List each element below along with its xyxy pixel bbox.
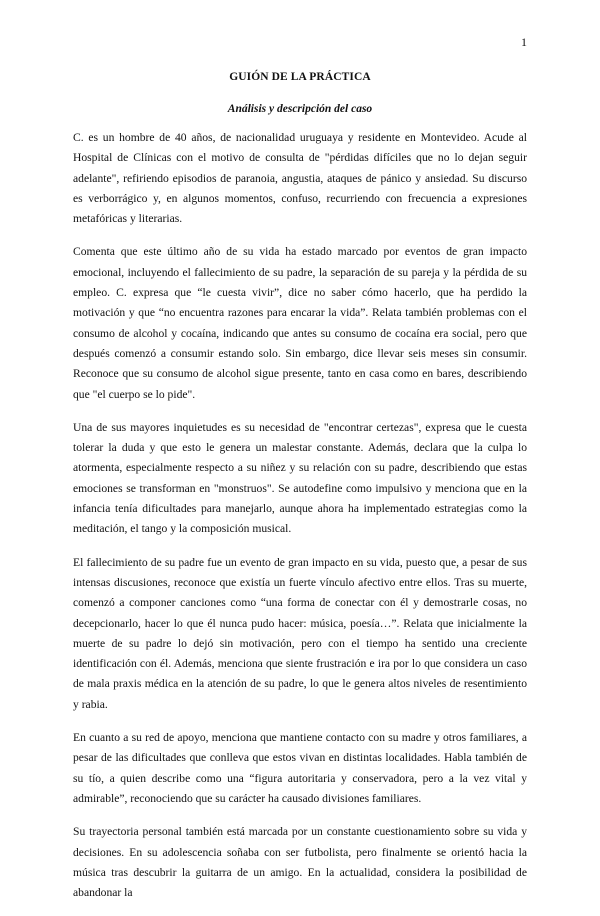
document-title: GUIÓN DE LA PRÁCTICA (229, 71, 371, 83)
paragraph-3: Una de sus mayores inquietudes es su necesidad de "encontrar certezas", expresa que le cuesta tolerar la duda y que esto le genera un malestar constante. Además, declara que la culpa lo atormenta, especialmente respecto a su niñez y su relación con su padre, describiendo que estas emociones se transforman en "monstruos". Se autodefine como impulsivo y menciona que en la infancia tenía dificultades para manejarlo, aunque ahora ha implementado estrategias como la meditación, el tango y la composición musical. (73, 420, 527, 536)
page-number: 1 (521, 35, 527, 49)
paragraph-6: Su trayectoria personal también está marcada por un constante cuestionamiento sobre su vida y decisiones. En su adolescencia soñaba con ser futbolista, pero finalmente se orientó hacia la música tras descubrir la guitarra de un amigo. En la actualidad, considera la posibilidad de abandonar la (73, 825, 527, 900)
section-subtitle: Análisis y descripción del caso (227, 103, 373, 115)
paragraph-4: El fallecimiento de su padre fue un evento de gran impacto en su vida, puesto que, a pesar de sus intensas discusiones, reconoce que existía un fuerte vínculo afectivo entre ellos. Tras su muerte, comenzó a componer canciones como “una forma de conectar con él y demostrarle cosas, no decepcionarlo, hacer lo que él nunca pudo hacer: música, poesía…”. Relata que inicialmente la muerte de su padre lo dejó sin motivación, pero con el tiempo ha sentido una creciente identificación con él. Además, menciona que siente frustración e ira por lo que considera un caso de mala praxis médica en la atención de su padre, lo que le genera altos niveles de resentimiento y rabia. (73, 555, 527, 711)
body-text (73, 128, 527, 916)
paragraph-5: En cuanto a su red de apoyo, menciona que mantiene contacto con su madre y otros familiares, a pesar de las dificultades que conlleva que estos vivan en distintas localidades. Habla también de su tío, a quien describe como una “figura autoritaria y conservadora, pero a la vez vital y admirable”, reconociendo que su carácter ha causado divisiones familiares. (73, 731, 527, 805)
paragraph-2: Comenta que este último año de su vida ha estado marcado por eventos de gran impacto emocional, incluyendo el fallecimiento de su padre, la separación de su pareja y la pérdida de su empleo. C. expresa que “le cuesta vivir”, dice no saber cómo hacerlo, que ha perdido la motivación y que “no encuentra razones para encarar la vida”. Relata también problemas con el consumo de alcohol y cocaína, indicando que antes su consumo de cocaína era social, pero que después comenzó a consumir estando solo. Sin embargo, dice llevar seis meses sin consumir. Reconoce que su consumo de alcohol sigue presente, tanto en casa como en bares, describiendo que "el cuerpo se lo pide". (73, 245, 527, 401)
paragraph-1: C. es un hombre de 40 años, de nacionalidad uruguaya y residente en Montevideo. Acude al Hospital de Clínicas con el motivo de consulta de "pérdidas difíciles que no lo dejan seguir adelante", refiriendo episodios de paranoia, angustia, ataques de pánico y ansiedad. Su discurso es verborrágico y, en algunos momentos, confuso, recurriendo con frecuencia a expresiones metafóricas y literarias. (73, 131, 527, 226)
